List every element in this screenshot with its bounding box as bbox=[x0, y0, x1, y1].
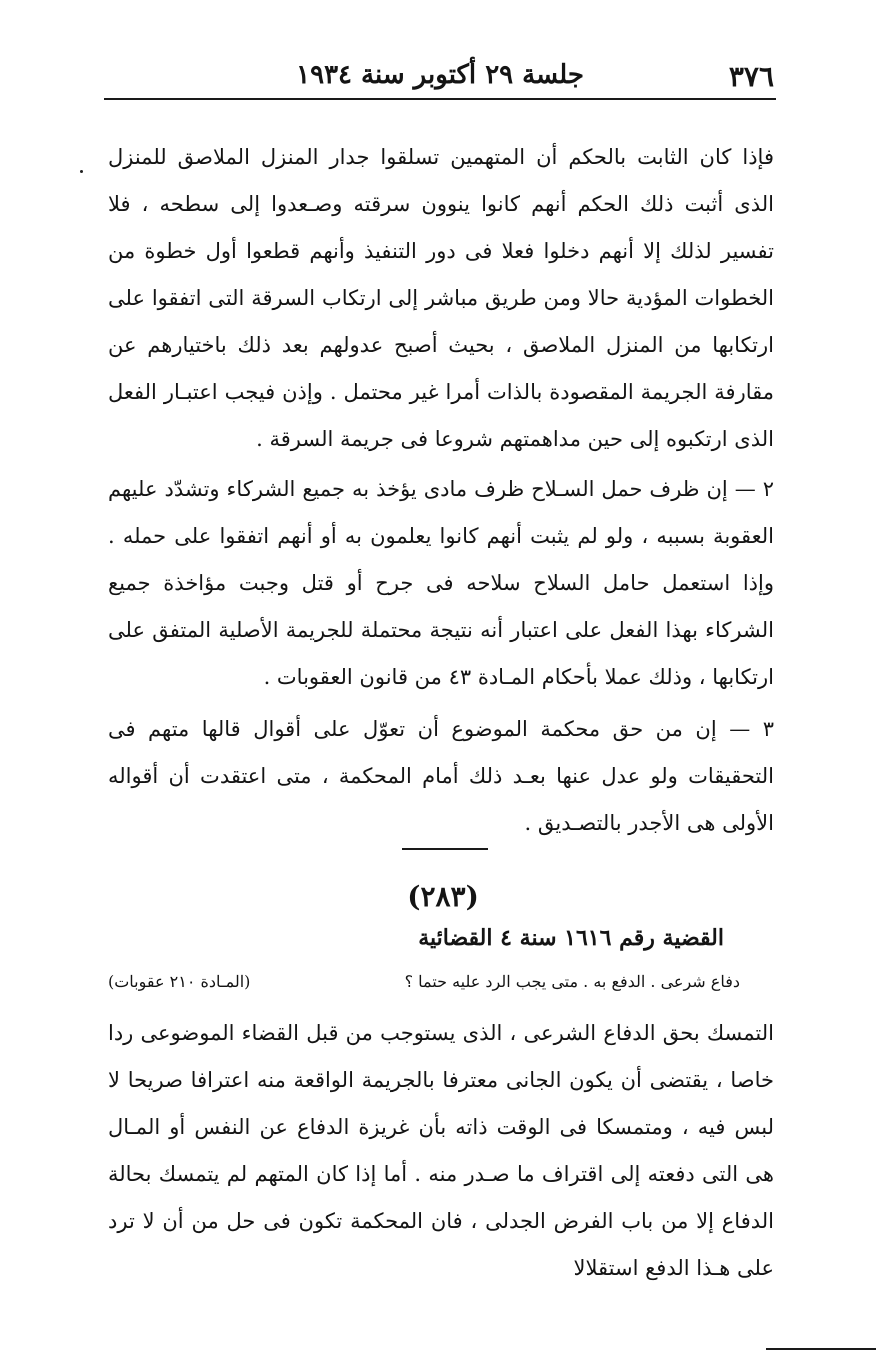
section-separator bbox=[402, 848, 488, 850]
page-header bbox=[104, 52, 774, 98]
case-number: (٢٨٣) bbox=[407, 880, 479, 913]
running-title: جلسة ٢٩ أكتوبر سنة ١٩٣٤ bbox=[296, 60, 584, 90]
header-rule bbox=[104, 98, 776, 100]
footer-rule bbox=[766, 1348, 876, 1350]
case-keywords: دفاع شرعى . الدفع به . متى يجب الرد عليه حتما ؟ bbox=[404, 972, 740, 991]
keywords-line bbox=[108, 972, 740, 1002]
case-reference: القضية رقم ١٦١٦ سنة ٤ القضائية bbox=[418, 925, 724, 951]
paragraph-3: ٣ — إن من حق محكمة الموضوع أن تعوّل على أقوال قالها متهم فى التحقيقات ولو عدل عنها بعـد ذلك أمام المحكمة ، متى اعتقدت أن أقواله الأولى هى الأجدر بالتصـديق . bbox=[108, 717, 774, 835]
article-reference: (المـادة ٢١٠ عقوبات) bbox=[108, 972, 251, 991]
case-summary: التمسك بحق الدفاع الشرعى ، الذى يستوجب من قبل القضاء الموضوعى ردا خاصا ، يقتضى أن يكون الجانى معترفا بالجريمة الواقعة منه اعترافا صريحا لا لبس فيه ، ومتمسكا فى الوقت ذاته بأن غريزة الدفاع عن النفس أو المـال هى التى دفعته إلى اقتراف ما صـدر منه . أما إذا كان المتهم لم يتمسك بحالة الدفاع إلا من باب الفرض الجدلى ، فان المحكمة تكون فى حل من أن لا ترد على هـذا الدفع استقلالا bbox=[108, 1021, 774, 1280]
page-number: ٣٧٦ bbox=[728, 60, 774, 93]
paragraph-1: فإذا كان الثابت بالحكم أن المتهمين تسلقوا جدار المنزل الملاصق للمنزل الذى أثبت ذلك الحكم أنهم كانوا ينوون سرقته وصـعدوا إلى سطحه ، فلا تفسير لذلك إلا أنهم دخلوا فعلا فى دور التنفيذ وأنهم قطعوا أول خطوة من الخطوات المؤدية حالا ومن طريق مباشر إلى ارتكاب السرقة التى اتفقوا على ارتكابها من المنزل الملاصق ، بحيث أصبح عدولهم بعد ذلك باختيارهم عن مقارفة الجريمة المقصودة بالذات أمرا غير محتمل . وإذن فيجب اعتبـار الفعل الذى ارتكبوه إلى حين مداهمتهم شروعا فى جريمة السرقة . bbox=[108, 145, 774, 451]
margin-mark bbox=[80, 170, 83, 173]
paragraph-2: ٢ — إن ظرف حمل السـلاح ظرف مادى يؤخذ به جميع الشركاء وتشدّد عليهم العقوبة بسببه ، ولو لم يثبت أنهم كانوا يعلمون به أو أنهم اتفقوا على حمله . وإذا استعمل حامل السلاح سلاحه فى جرح أو قتل وجبت مؤاخذة جميع الشركاء بهذا الفعل على اعتبار أنه نتيجة محتملة للجريمة الأصلية المتفق على ارتكابها ، وذلك عملا بأحكام المـادة ٤٣ من قانون العقوبات . bbox=[108, 477, 774, 689]
